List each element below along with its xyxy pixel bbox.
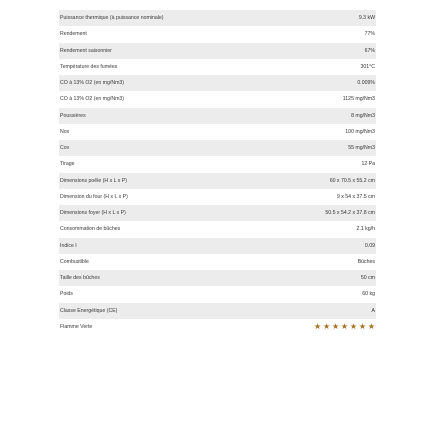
spec-label: Cov [60, 145, 70, 152]
spec-label: Classe Energétique (CE) [60, 307, 118, 314]
star-icon: ★ [314, 321, 322, 331]
spec-row [59, 173, 376, 189]
spec-value: 0.009% [357, 80, 375, 87]
spec-row [59, 43, 376, 59]
spec-row [59, 124, 376, 140]
spec-row [59, 75, 376, 91]
spec-row [59, 140, 376, 156]
spec-value: 301°C [360, 63, 375, 70]
spec-row [59, 108, 376, 124]
spec-row [59, 270, 376, 286]
spec-label: Dimension du four (H x L x P) [60, 193, 128, 200]
star-icon: ★ [358, 321, 367, 331]
spec-table [59, 10, 376, 335]
spec-label: Rendement saisonnier [60, 47, 112, 54]
spec-value: 9 x 54 x 37.5 cm [336, 193, 375, 200]
spec-label: Poids [60, 291, 73, 298]
spec-label: Rendement [60, 31, 87, 38]
spec-value: 60 x 70.5 x 55.2 cm [329, 177, 375, 184]
spec-label: Consommation de bûches [60, 226, 121, 233]
star-icon: ★ [322, 321, 331, 331]
spec-row [59, 189, 376, 205]
spec-value: 9.3 kW [358, 15, 375, 22]
spec-value: 8 mg/Nm3 [351, 112, 375, 119]
spec-row [59, 205, 376, 221]
spec-label: Dimensions foyer (H x L x P) [60, 210, 126, 217]
spec-row [59, 238, 376, 254]
spec-label: Combustible [60, 258, 89, 265]
spec-value: 2.1 kg/h [356, 226, 375, 233]
spec-value: 0.09 [364, 242, 375, 249]
spec-label: CO à 13% O2 (en mg/Nm3) [60, 96, 125, 103]
spec-value: 50 cm [360, 275, 375, 282]
spec-row [59, 303, 376, 319]
spec-row [59, 59, 376, 75]
spec-value: 55 mg/Nm3 [348, 145, 375, 152]
spec-row [59, 319, 376, 335]
spec-label: Tirage [60, 161, 75, 168]
spec-row [59, 286, 376, 302]
spec-label: Dimensions poêle (H x L x P) [60, 177, 127, 184]
star-icon: ★ [331, 321, 340, 331]
spec-row [59, 254, 376, 270]
spec-value: A [371, 307, 375, 314]
spec-row [59, 221, 376, 237]
star-icon: ★ [340, 321, 349, 331]
flamme-verte-rating [314, 323, 375, 331]
spec-value: 77% [364, 31, 375, 38]
spec-row [59, 91, 376, 107]
spec-value: Bûches [357, 258, 375, 265]
spec-value: 50.5 x 54.2 x 37.8 cm [325, 210, 375, 217]
spec-label: CO à 13% O2 (en mg/Nm3) [60, 80, 125, 87]
spec-row [59, 10, 376, 26]
spec-label: Taille des bûches [60, 275, 100, 282]
spec-value: 1125 mg/Nm3 [342, 96, 375, 103]
spec-label: Poussières [60, 112, 86, 119]
spec-label: Nox [60, 128, 70, 135]
spec-row [59, 156, 376, 172]
spec-value: 12 Pa [361, 161, 375, 168]
spec-label: Puissance thermique (à puissance nominale) [60, 15, 164, 22]
spec-value: 67% [364, 47, 375, 54]
star-icon: ★ [367, 321, 375, 331]
spec-label: Indice I [60, 242, 77, 249]
spec-value: 60 kg [362, 291, 375, 298]
star-icon: ★ [349, 321, 358, 331]
spec-label: Température des fumées [60, 63, 118, 70]
spec-label: Flamme Verte [60, 323, 93, 330]
spec-row [59, 26, 376, 42]
spec-value: 100 mg/Nm3 [345, 128, 375, 135]
